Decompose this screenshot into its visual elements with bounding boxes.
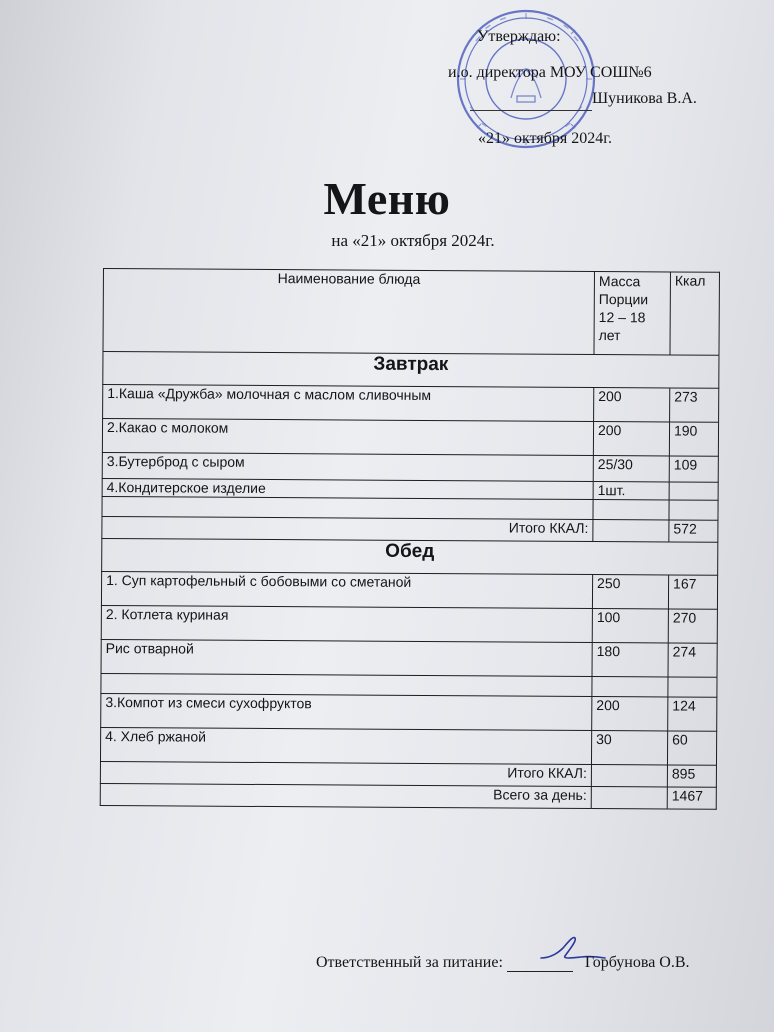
section-row-lunch — [102, 538, 718, 575]
footer-label: Ответственный за питание: — [316, 954, 503, 971]
dish-mass: 1шт. — [593, 481, 669, 499]
footer-signature-line — [507, 955, 573, 972]
dish-kcal: 109 — [669, 456, 718, 482]
menu-table — [100, 268, 720, 810]
header-portion-mass: Масса Порции 12 – 18 лет — [594, 272, 671, 355]
header-kcal: Ккал — [670, 272, 720, 355]
dish-name: 4.Кондитерское изделие — [102, 478, 593, 499]
document-subtitle: на «21» октября 2024г. — [331, 231, 495, 250]
table-header-row — [103, 269, 719, 356]
table-row — [101, 571, 717, 609]
approval-line-position: и.о. директора МОУ СОШ№6 — [448, 64, 652, 81]
table-row — [102, 419, 718, 457]
document-title: Меню — [323, 173, 451, 224]
empty-cell — [591, 764, 667, 786]
empty-cell — [591, 786, 667, 808]
approval-signature-line — [470, 110, 592, 111]
dish-mass: 200 — [593, 421, 669, 455]
dish-mass: 100 — [592, 608, 668, 642]
approval-line-approve: Утверждаю: — [477, 28, 561, 45]
dish-name: 2. Котлета куриная — [101, 605, 592, 642]
dish-mass: 200 — [592, 696, 668, 730]
dish-name: 3.Компот из смеси сухофруктов — [101, 693, 592, 730]
dish-kcal: 270 — [668, 609, 717, 643]
footer-responsible-name: Горбунова О.В. — [584, 954, 690, 971]
table-row — [101, 639, 717, 677]
approval-line-date: «21» октября 2024г. — [478, 130, 612, 147]
dish-kcal: 273 — [670, 388, 719, 422]
dish-mass: 200 — [594, 388, 670, 422]
dish-kcal: 274 — [668, 643, 717, 677]
dish-mass: 30 — [591, 730, 667, 764]
day-total-row — [100, 783, 716, 809]
table-row — [101, 605, 717, 643]
dish-name: 1.Каша «Дружба» молочная с маслом сливочным — [103, 385, 594, 422]
empty-cell — [668, 677, 717, 697]
footer-responsible — [316, 954, 690, 972]
approval-block — [0, 0, 774, 160]
dish-kcal — [669, 482, 718, 500]
section-title-lunch: Обед — [102, 538, 718, 575]
dish-mass: 180 — [592, 642, 668, 676]
dish-mass: 250 — [592, 574, 668, 608]
approval-line-director-name: Шуникова В.А. — [592, 90, 697, 107]
section-row-breakfast — [103, 352, 719, 389]
dish-name: 2.Какао с молоком — [102, 419, 593, 456]
dish-kcal: 167 — [668, 575, 717, 609]
day-total-value: 1467 — [667, 787, 716, 809]
empty-cell — [669, 500, 718, 520]
lunch-total-label: Итого ККАЛ: — [100, 761, 591, 786]
dish-name: 4. Хлеб ржаной — [100, 727, 591, 764]
dish-name: 3.Бутерброд с сыром — [102, 452, 593, 481]
empty-cell — [592, 676, 668, 696]
table-row — [103, 385, 719, 423]
table-row — [102, 452, 718, 482]
dish-name: 1. Суп картофельный с бобовыми со сметаной — [101, 571, 592, 608]
empty-cell — [593, 519, 669, 541]
breakfast-total-label: Итого ККАЛ: — [102, 516, 593, 541]
section-title-breakfast: Завтрак — [103, 352, 719, 389]
table-row — [100, 727, 716, 765]
dish-name: Рис отварной — [101, 639, 592, 676]
day-total-label: Всего за день: — [100, 783, 591, 808]
dish-kcal: 190 — [669, 422, 718, 456]
header-dish-name: Наименование блюда — [103, 269, 594, 355]
empty-cell — [593, 499, 669, 519]
lunch-total-value: 895 — [667, 765, 716, 787]
dish-kcal: 60 — [667, 731, 716, 765]
breakfast-total-value: 572 — [669, 520, 718, 542]
dish-mass: 25/30 — [593, 455, 669, 481]
table-row — [101, 693, 717, 731]
dish-kcal: 124 — [668, 697, 717, 731]
